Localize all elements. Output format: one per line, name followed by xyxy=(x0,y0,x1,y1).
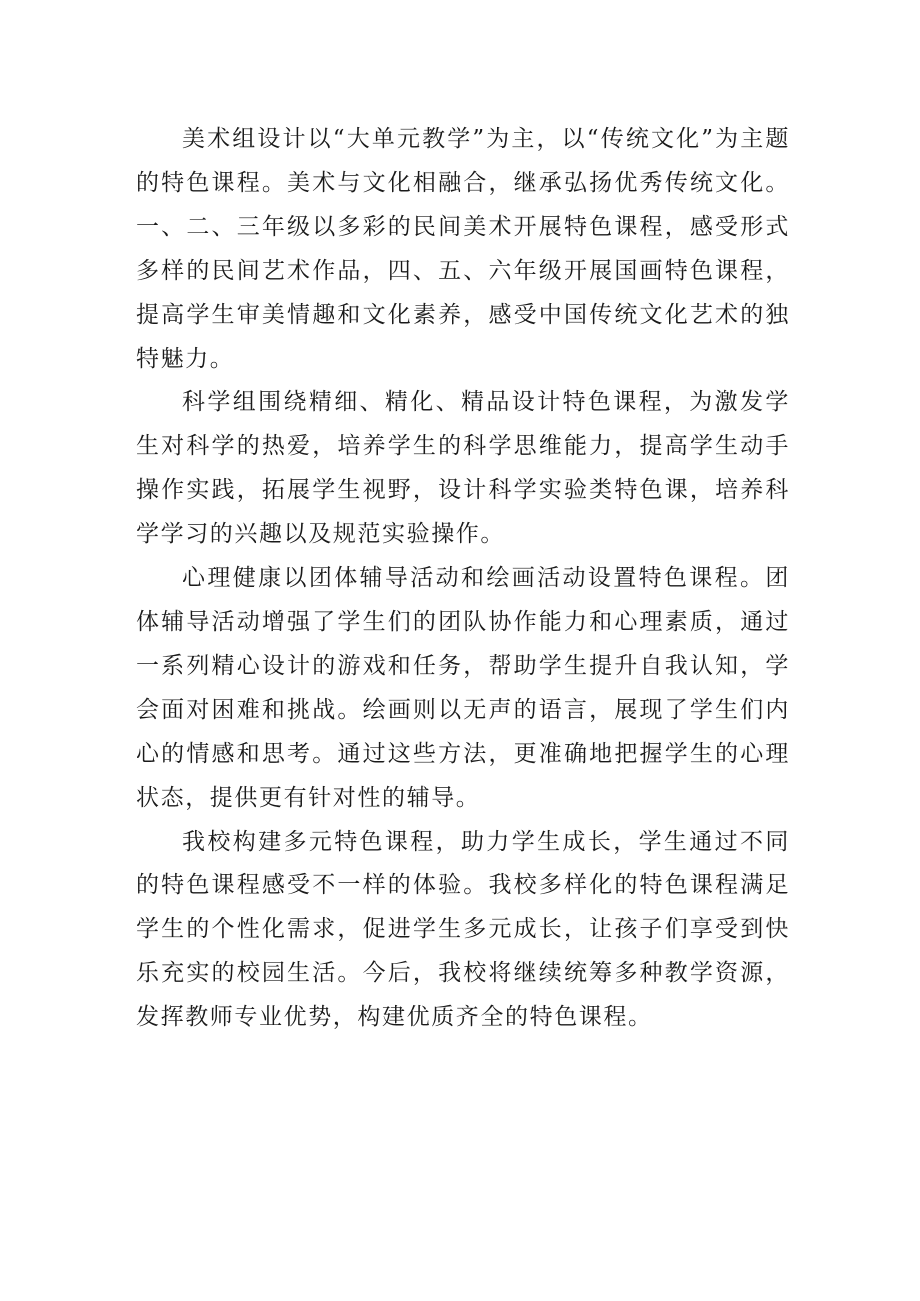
paragraph-mental-health: 心理健康以团体辅导活动和绘画活动设置特色课程。团体辅导活动增强了学生们的团队协作能力和心理素质，通过一系列精心设计的游戏和任务，帮助学生提升自我认知，学会面对困难和挑战。绘画则以无声的语言，展现了学生们内心的情感和思考。通过这些方法，更准确地把握学生的心理状态，提供更有针对性的辅导。 xyxy=(136,565,790,811)
document-body xyxy=(136,118,790,1040)
paragraph-art: 美术组设计以“大单元教学”为主，以“传统文化”为主题的特色课程。美术与文化相融合，继承弘扬优秀传统文化。一、二、三年级以多彩的民间美术开展特色课程，感受形式多样的民间艺术作品，四、五、六年级开展国画特色课程，提高学生审美情趣和文化素养，感受中国传统文化艺术的独特魅力。 xyxy=(136,126,790,372)
paragraph-science: 科学组围绕精细、精化、精品设计特色课程，为激发学生对科学的热爱，培养学生的科学思维能力，提高学生动手操作实践，拓展学生视野，设计科学实验类特色课，培养科学学习的兴趣以及规范实验操作。 xyxy=(136,389,790,548)
paragraph-summary: 我校构建多元特色课程，助力学生成长，学生通过不同的特色课程感受不一样的体验。我校多样化的特色课程满足学生的个性化需求，促进学生多元成长，让孩子们享受到快乐充实的校园生活。今后，我校将继续统筹多种教学资源，发挥教师专业优势，构建优质齐全的特色课程。 xyxy=(136,828,790,1031)
